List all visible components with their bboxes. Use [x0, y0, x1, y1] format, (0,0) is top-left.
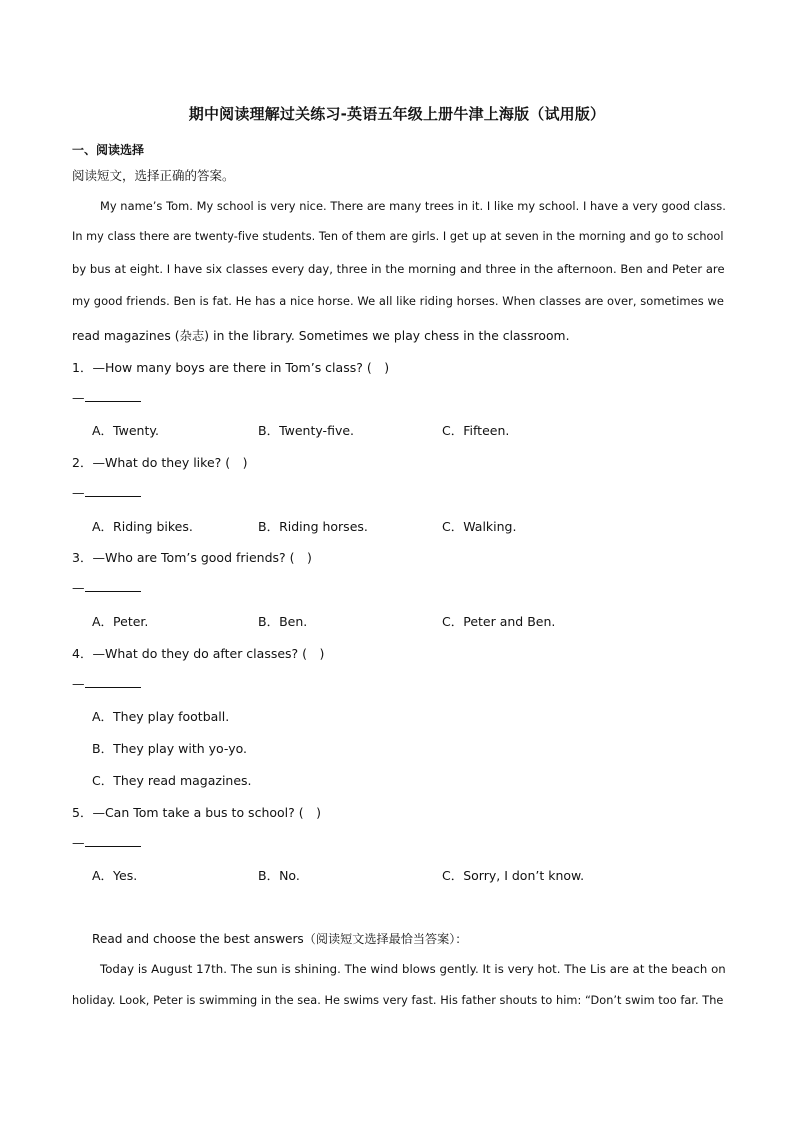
answer-blank[interactable]: [85, 391, 141, 402]
page-title: 期中阅读理解过关练习-英语五年级上册牛津上海版（试用版）: [188, 105, 606, 123]
section2-instruction: Read and choose the best answers（阅读短文选择最恰当答案）：: [92, 932, 468, 946]
answer-dash: —: [72, 676, 85, 691]
option-b[interactable]: B．No.: [258, 868, 300, 883]
option-a[interactable]: A．They play football.: [92, 709, 230, 724]
option-c[interactable]: C．They read magazines.: [92, 773, 252, 788]
section-instruction: 阅读短文，选择正确的答案。: [72, 168, 235, 183]
answer-dash: —: [72, 580, 85, 595]
option-b[interactable]: B．Twenty-five.: [258, 423, 355, 438]
option-c[interactable]: C．Fifteen.: [442, 423, 510, 438]
option-a[interactable]: A．Twenty.: [92, 423, 159, 438]
answer-line-5: [72, 835, 724, 850]
option-a[interactable]: A．Peter.: [92, 614, 149, 629]
option-c[interactable]: C．Sorry, I don’t know.: [442, 868, 585, 883]
passage-line: holiday. Look, Peter is swimming in the sea. He swims very fast. His father shouts to him: “Don’t swim too far. The: [72, 994, 724, 1007]
answer-blank[interactable]: [85, 836, 141, 847]
option-a[interactable]: A．Yes.: [92, 868, 138, 883]
option-c[interactable]: C．Walking.: [442, 519, 517, 534]
answer-blank[interactable]: [85, 677, 141, 688]
option-c[interactable]: C．Peter and Ben.: [442, 614, 556, 629]
section-heading: 一、阅读选择: [72, 143, 145, 157]
answer-line-3: [72, 580, 724, 595]
passage-line: Today is August 17th. The sun is shining. The wind blows gently. It is very hot. The Lis are at the beach on: [100, 962, 726, 976]
passage-line: My name’s Tom. My school is very nice. There are many trees in it. I like my school. I have a very good class.: [100, 199, 726, 213]
passage-line: read magazines (杂志) in the library. Sometimes we play chess in the classroom.: [72, 329, 570, 343]
answer-line-2: [72, 485, 724, 500]
answer-line-4: [72, 676, 724, 691]
option-b[interactable]: B．Riding horses.: [258, 519, 368, 534]
answer-line-1: [72, 390, 724, 405]
answer-blank[interactable]: [85, 486, 141, 497]
question-3: 3．—Who are Tom’s good friends? ( ): [72, 550, 312, 565]
question-5: 5．—Can Tom take a bus to school? ( ): [72, 805, 321, 820]
option-b[interactable]: B．Ben.: [258, 614, 308, 629]
passage-line: my good friends. Ben is fat. He has a nice horse. We all like riding horses. When classes are over, sometimes we: [72, 294, 725, 308]
question-1: 1．—How many boys are there in Tom’s class? ( ): [72, 360, 390, 375]
passage-line: In my class there are twenty-five students. Ten of them are girls. I get up at seven in the morning and go to school: [72, 230, 724, 243]
option-b[interactable]: B．They play with yo-yo.: [92, 741, 247, 756]
option-a[interactable]: A．Riding bikes.: [92, 519, 193, 534]
answer-dash: —: [72, 485, 85, 500]
answer-blank[interactable]: [85, 581, 141, 592]
answer-dash: —: [72, 835, 85, 850]
answer-dash: —: [72, 390, 85, 405]
passage-line: by bus at eight. I have six classes every day, three in the morning and three in the afternoon. Ben and Peter are: [72, 262, 725, 276]
question-2: 2．—What do they like? ( ): [72, 455, 248, 470]
question-4: 4．—What do they do after classes? ( ): [72, 646, 325, 661]
